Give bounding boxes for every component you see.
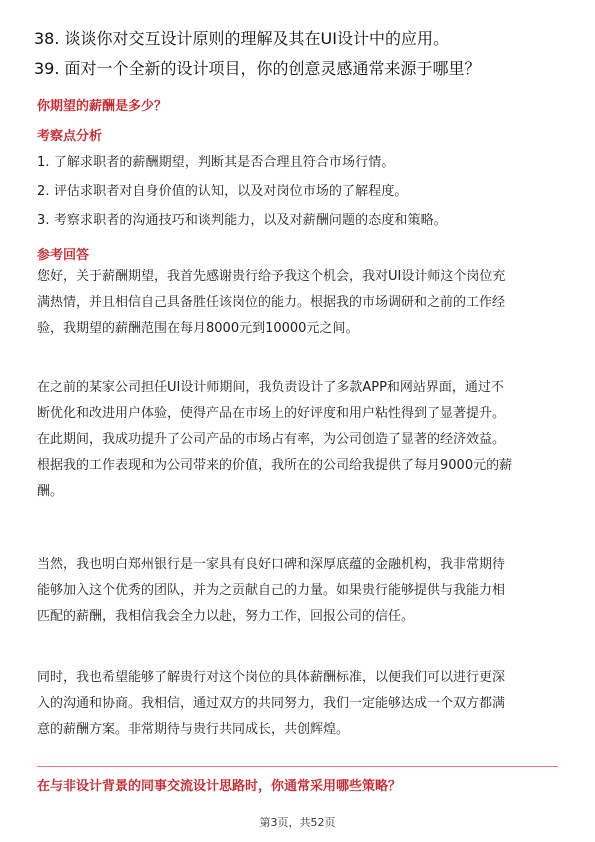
question-list [34, 24, 564, 84]
paragraph-line: 酬。 [37, 484, 64, 499]
paragraph-line: 意的薪酬方案。非常期待与贵行共同成长，共创辉煌。 [37, 722, 350, 737]
paragraph-line: 当然，我也明白郑州银行是一家具有良好口碑和深厚底蕴的金融机构，我非常期待 [37, 557, 506, 572]
section-divider [37, 766, 558, 767]
answer-paragraph [37, 665, 562, 743]
answer-paragraph [37, 264, 562, 342]
answer-heading: 参考回答 [37, 248, 90, 263]
question-item: 39. 面对一个全新的设计项目，你的创意灵感通常来源于哪里？ [34, 59, 481, 78]
question-item: 38. 谈谈你对交互设计原则的理解及其在UI设计中的应用。 [34, 29, 449, 48]
next-question-heading: 在与非设计背景的同事交流设计思路时，你通常采用哪些策略？ [37, 779, 402, 794]
paragraph-line: 断优化和改进用户体验，使得产品在市场上的好评度和用户粘性得到了显著提升。 [37, 406, 506, 421]
answer-paragraph [37, 375, 562, 505]
paragraph-line: 同时，我也希望能够了解贵行对这个岗位的具体薪酬标准，以便我们可以进行更深 [37, 670, 506, 685]
analysis-heading: 考察点分析 [37, 129, 103, 144]
paragraph-line: 能够加入这个优秀的团队，并为之贡献自己的力量。如果贵行能够提供与我能力相 [37, 583, 506, 598]
analysis-point: 3. 考察求职者的沟通技巧和谈判能力，以及对薪酬问题的态度和策略。 [37, 213, 447, 228]
paragraph-line: 入的沟通和协商。我相信，通过双方的共同努力，我们一定能够达成一个双方都满 [37, 696, 506, 711]
answer-paragraph [37, 552, 562, 630]
analysis-point: 1. 了解求职者的薪酬期望，判断其是否合理且符合市场行情。 [37, 155, 395, 170]
paragraph-line: 在之前的某家公司担任UI设计师期间，我负责设计了多款APP和网站界面，通过不 [37, 380, 504, 395]
paragraph-line: 根据我的工作表现和为公司带来的价值，我所在的公司给我提供了每月9000元的薪 [37, 458, 513, 473]
paragraph-line: 满热情，并且相信自己具备胜任该岗位的能力。根据我的市场调研和之前的工作经 [37, 295, 506, 310]
section-question-heading: 你期望的薪酬是多少？ [37, 99, 168, 114]
analysis-point: 2. 评估求职者对自身价值的认知，以及对岗位市场的了解程度。 [37, 184, 408, 199]
page-footer: 第3页，共52页 [259, 816, 336, 829]
paragraph-line: 匹配的薪酬，我相信我会全力以赴，努力工作，回报公司的信任。 [37, 609, 415, 624]
paragraph-line: 您好，关于薪酬期望，我首先感谢贵行给予我这个机会，我对UI设计师这个岗位充 [37, 269, 506, 284]
paragraph-line: 验，我期望的薪酬范围在每月8000元到10000元之间。 [37, 321, 359, 336]
paragraph-line: 在此期间，我成功提升了公司产品的市场占有率，为公司创造了显著的经济效益。 [37, 432, 506, 447]
